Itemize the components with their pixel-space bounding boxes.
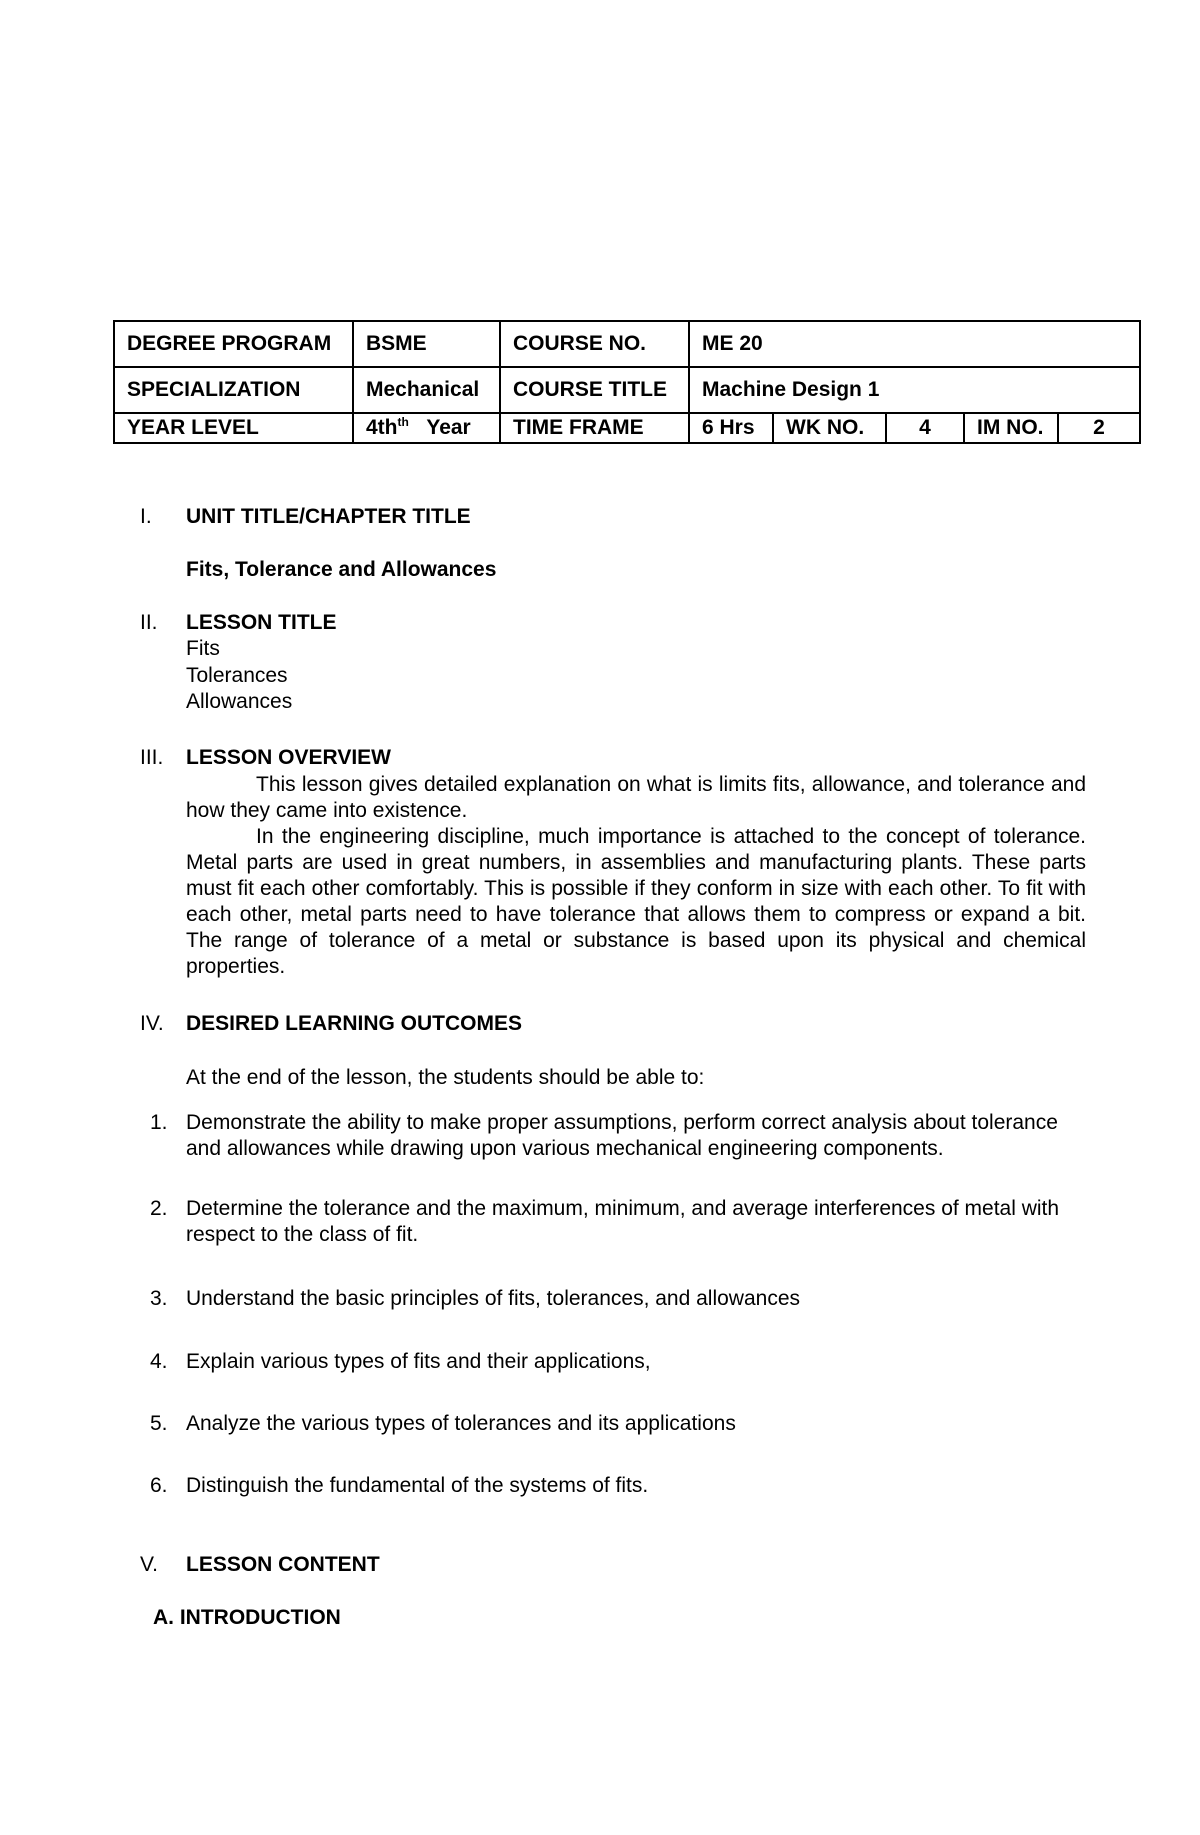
week-no-label: WK NO.	[773, 413, 886, 443]
introduction-heading: A. INTRODUCTION	[153, 1606, 341, 1629]
outcome-number: 5.	[150, 1412, 168, 1435]
im-no-value: 2	[1058, 413, 1140, 443]
im-no-label: IM NO.	[964, 413, 1058, 443]
time-frame-value: 6 Hrs	[689, 413, 773, 443]
course-title-value: Machine Design 1	[689, 367, 1140, 413]
table-row	[114, 321, 1140, 367]
section-1-heading: UNIT TITLE/CHAPTER TITLE	[186, 505, 471, 528]
outcome-number: 2.	[150, 1197, 168, 1220]
course-no-label: COURSE NO.	[500, 321, 689, 367]
degree-program-value: BSME	[353, 321, 500, 367]
lesson-title-item: Allowances	[186, 690, 293, 713]
outcome-number: 1.	[150, 1111, 168, 1134]
week-no-value: 4	[886, 413, 964, 443]
course-info-table	[113, 320, 1141, 444]
section-5-heading: LESSON CONTENT	[186, 1553, 380, 1576]
outcome-number: 4.	[150, 1350, 168, 1373]
outcome-text: Understand the basic principles of fits, tolerances, and allowances	[186, 1287, 801, 1310]
outcome-number: 6.	[150, 1474, 168, 1497]
outcome-text: Analyze the various types of tolerances and its applications	[186, 1412, 736, 1435]
section-5-numeral: V.	[140, 1553, 158, 1576]
section-3-numeral: III.	[140, 746, 164, 769]
overview-paragraph-1: This lesson gives detailed explanation on what is limits fits, allowance, and tolerance and how they came into existence.	[186, 773, 1086, 822]
lesson-title-item: Fits	[186, 637, 220, 660]
section-2-numeral: II.	[140, 611, 158, 634]
year-level-label: YEAR LEVEL	[114, 413, 353, 443]
degree-program-label: DEGREE PROGRAM	[114, 321, 353, 367]
chapter-title: Fits, Tolerance and Allowances	[186, 558, 497, 581]
section-3-heading: LESSON OVERVIEW	[186, 746, 391, 769]
course-no-value: ME 20	[689, 321, 1140, 367]
section-4-heading: DESIRED LEARNING OUTCOMES	[186, 1012, 523, 1035]
specialization-label: SPECIALIZATION	[114, 367, 353, 413]
overview-paragraph-2: In the engineering discipline, much importance is attached to the concept of tolerance. Metal parts are used in great numbers, in assemblies and manufacturing plants. These parts must fit each other comfortably. This is possible if they conform in size with each other. To fit with each other, metal parts need to have tolerance that allows them to compress or expand a bit. The range of tolerance of a metal or substance is based upon its physical and chemical properties.	[186, 825, 1086, 978]
outcome-text: Distinguish the fundamental of the systems of fits.	[186, 1474, 649, 1497]
section-2-heading: LESSON TITLE	[186, 611, 337, 634]
outcome-text: Demonstrate the ability to make proper assumptions, perform correct analysis about tolerance and allowances while drawing upon various mechanical engineering components.	[186, 1111, 1058, 1160]
table-row	[114, 413, 1140, 443]
course-title-label: COURSE TITLE	[500, 367, 689, 413]
outcome-text: Explain various types of fits and their applications,	[186, 1350, 651, 1373]
outcomes-intro: At the end of the lesson, the students should be able to:	[186, 1066, 705, 1089]
time-frame-label: TIME FRAME	[500, 413, 689, 443]
lesson-title-item: Tolerances	[186, 664, 288, 687]
table-row	[114, 367, 1140, 413]
year-level-value: $4th^{th}$ Year	[353, 413, 500, 443]
outcome-text: Determine the tolerance and the maximum, minimum, and average interferences of metal with respect to the class of fit.	[186, 1197, 1060, 1246]
section-1-numeral: I.	[140, 505, 152, 528]
specialization-value: Mechanical	[353, 367, 500, 413]
section-4-numeral: IV.	[140, 1012, 164, 1035]
outcome-number: 3.	[150, 1287, 168, 1310]
